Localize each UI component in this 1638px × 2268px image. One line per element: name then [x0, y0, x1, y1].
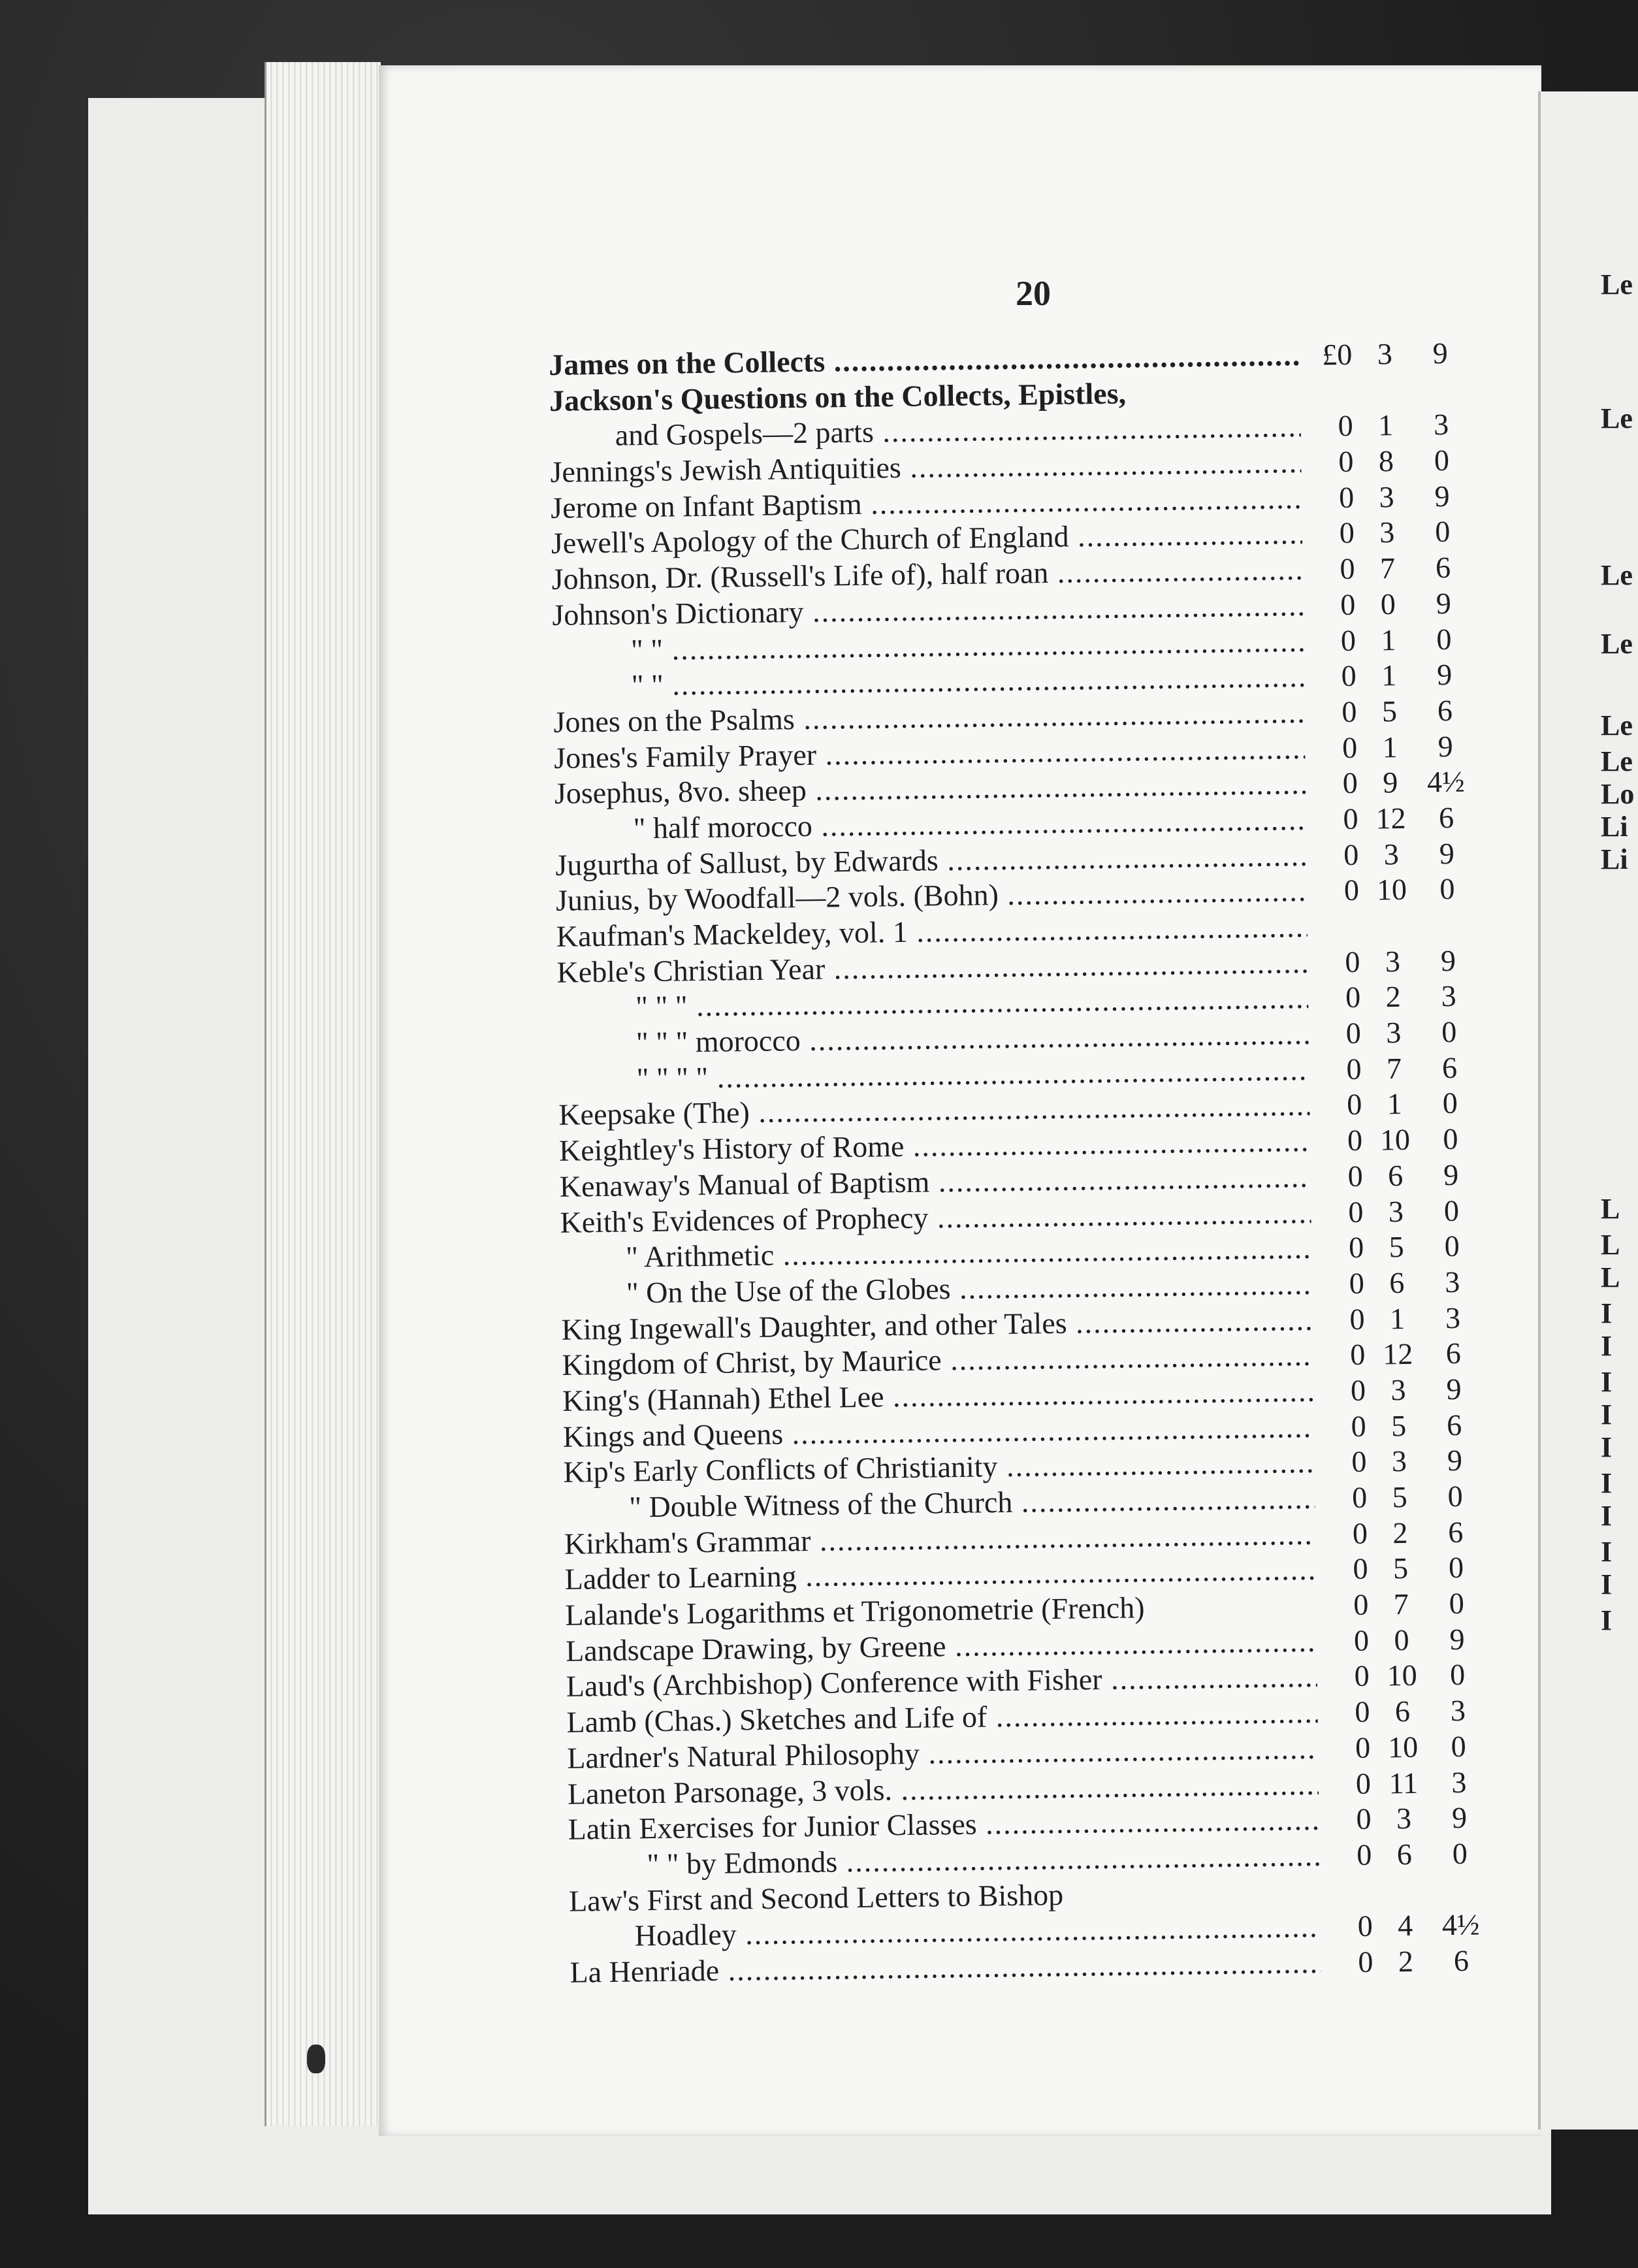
price	[1323, 1371, 1487, 1409]
price-pence	[1418, 371, 1464, 372]
price-pounds: 0	[1347, 1159, 1364, 1193]
price-pence: 4½	[1426, 764, 1465, 799]
price-pence: 3	[1445, 1265, 1460, 1299]
price-shillings: 1	[1387, 1087, 1403, 1121]
price	[1315, 764, 1479, 802]
price-pounds: 0	[1339, 516, 1355, 550]
price-pence: 0	[1447, 1479, 1463, 1514]
price-shillings: 7	[1393, 1587, 1409, 1621]
price-shillings: 3	[1383, 837, 1400, 871]
book-title: Jewell's Apology of the Church of England .....	[551, 516, 1303, 562]
price-pounds: 0	[1342, 766, 1358, 800]
facing-page-fragment: I	[1601, 1568, 1613, 1600]
page-stack-edge	[265, 62, 381, 2126]
price-shillings: 3	[1385, 944, 1401, 978]
facing-page-fragment: Li	[1601, 843, 1628, 875]
price	[1311, 514, 1475, 552]
price-pence: 6	[1453, 1943, 1469, 1978]
book-title: Ladder to Learning .....	[564, 1552, 1316, 1598]
price	[1315, 728, 1479, 766]
price-pence: 6	[1446, 1408, 1462, 1442]
price-shillings: 12	[1375, 801, 1406, 835]
price-pounds: 0	[1352, 1516, 1368, 1550]
ink-blot	[307, 2045, 325, 2073]
price-pence: 0	[1444, 1229, 1460, 1263]
book-title: Law's First and Second Letters to Bishop	[568, 1877, 1064, 1918]
price-pence: 0	[1434, 515, 1451, 549]
price-shillings: 5	[1389, 1230, 1404, 1264]
price-pounds: 0	[1341, 730, 1358, 764]
price-pence: 0	[1443, 1122, 1458, 1156]
book-title: Lamb (Chas.) Sketches and Life of .....	[566, 1695, 1318, 1741]
price-shillings: 3	[1391, 1444, 1407, 1478]
price-shillings: 11	[1389, 1766, 1419, 1800]
price-pounds: £0	[1321, 337, 1353, 372]
price-pounds: 0	[1350, 1373, 1366, 1407]
book-title: " " .....	[553, 659, 1304, 705]
facing-page-fragment: Le	[1601, 559, 1633, 591]
price-shillings: 10	[1376, 873, 1407, 907]
book-title: Kip's Early Conflicts of Christianity .....	[563, 1445, 1315, 1491]
price-pence: 3	[1445, 1301, 1461, 1335]
price-shillings: 5	[1392, 1551, 1409, 1585]
price-pence: 3	[1450, 1693, 1466, 1728]
price-pence: 6	[1437, 693, 1453, 728]
price	[1328, 1764, 1492, 1802]
price	[1317, 907, 1481, 945]
price-pounds: 0	[1353, 1587, 1369, 1622]
price-shillings: 3	[1377, 337, 1393, 371]
price-pounds: 0	[1357, 1909, 1373, 1943]
price-pence: 9	[1439, 836, 1455, 870]
book-title: Junius, by Woodfall—2 vols. (Bohn) .....	[556, 873, 1308, 919]
price-pence: 0	[1449, 1586, 1465, 1621]
book-title: Keble's Christian Year .....	[556, 945, 1308, 991]
price-shillings	[1382, 1872, 1428, 1873]
book-title: Kings and Queens .....	[562, 1409, 1314, 1455]
price-pounds: 0	[1353, 1623, 1370, 1657]
price-pounds: 0	[1340, 551, 1355, 586]
price	[1320, 1122, 1484, 1159]
price-shillings: 1	[1382, 730, 1398, 764]
price-pence: 0	[1449, 1658, 1466, 1692]
price-shillings: 6	[1387, 1158, 1404, 1193]
price-shillings: 3	[1396, 1802, 1412, 1836]
price	[1323, 1336, 1486, 1374]
price	[1324, 1443, 1488, 1481]
price-pence: 0	[1448, 1551, 1464, 1585]
price	[1321, 1193, 1485, 1231]
price-pounds: 0	[1340, 587, 1356, 621]
facing-page-fragment: I	[1601, 1604, 1613, 1636]
facing-page-fragment: Lo	[1601, 778, 1635, 810]
price-pence: 0	[1443, 1193, 1460, 1227]
price-pence: 3	[1441, 979, 1456, 1013]
price-pounds: 0	[1349, 1302, 1365, 1336]
price-pounds: 0	[1346, 1052, 1362, 1086]
price-pence: 9	[1451, 1800, 1468, 1835]
price-shillings: 6	[1394, 1694, 1411, 1728]
price	[1326, 1585, 1490, 1623]
facing-page-fragment: L	[1601, 1193, 1620, 1225]
book-title: " " " .....	[557, 980, 1309, 1026]
price-pounds: 0	[1358, 1945, 1373, 1979]
book-title: Keepsake (The) .....	[558, 1088, 1310, 1133]
price-shillings: 3	[1379, 515, 1395, 549]
price-pounds: 0	[1341, 659, 1357, 693]
price-pounds: 0	[1343, 837, 1359, 871]
price-pence: 0	[1436, 622, 1452, 656]
book-title: Johnson, Dr. (Russell's Life of), half roan .....	[551, 552, 1303, 598]
price-pounds: 0	[1349, 1266, 1365, 1300]
price	[1318, 979, 1482, 1016]
price-pounds: 0	[1338, 409, 1354, 443]
price-pence: 9	[1446, 1372, 1462, 1406]
price-pounds: 0	[1355, 1766, 1372, 1800]
book-title: " On the Use of the Globes .....	[561, 1267, 1313, 1312]
price-pence: 9	[1437, 729, 1453, 763]
facing-page-fragment: Le	[1601, 268, 1633, 300]
book-title: " Arithmetic .....	[560, 1231, 1312, 1276]
price-shillings: 1	[1389, 1301, 1405, 1335]
price-pence: 6	[1448, 1515, 1464, 1549]
price	[1330, 1943, 1494, 1981]
price	[1328, 1728, 1492, 1766]
price	[1319, 1086, 1483, 1124]
price-shillings: 12	[1382, 1337, 1413, 1371]
price-shillings: 5	[1381, 694, 1398, 728]
price-pounds: 0	[1345, 1016, 1362, 1050]
price-pounds: 0	[1355, 1694, 1370, 1729]
book-title: Josephus, 8vo. sheep .....	[554, 766, 1306, 812]
price	[1329, 1836, 1493, 1873]
facing-page-fragment: I	[1601, 1536, 1613, 1568]
price-pounds: 0	[1345, 945, 1360, 979]
price-pence: 0	[1452, 1836, 1468, 1870]
price	[1322, 1264, 1486, 1302]
price-shillings: 10	[1379, 1122, 1411, 1157]
price-shillings: 7	[1386, 1051, 1402, 1086]
book-title: Lalande's Logarithms et Trigonometrie (French)	[565, 1591, 1145, 1632]
page-number: 20	[1016, 274, 1051, 313]
book-title: " " .....	[553, 623, 1304, 669]
price	[1321, 1229, 1485, 1267]
price-pounds: 0	[1355, 1730, 1371, 1764]
price	[1328, 1800, 1492, 1838]
book-title: Laud's (Archbishop) Conference with Fisher .....	[566, 1659, 1317, 1705]
book-title: " " by Edmonds .....	[568, 1838, 1320, 1884]
price	[1319, 1050, 1483, 1088]
price	[1313, 657, 1477, 695]
book-title: Kingdom of Christ, by Maurice .....	[562, 1338, 1313, 1384]
price	[1311, 478, 1475, 516]
price-pence: 9	[1443, 1158, 1459, 1191]
price	[1313, 621, 1477, 659]
price-pence: 0	[1441, 1014, 1457, 1049]
price-pence: 6	[1441, 1050, 1458, 1084]
price	[1317, 871, 1481, 909]
price-pounds: 0	[1348, 1195, 1364, 1229]
price	[1310, 407, 1474, 445]
facing-page-fragment: I	[1601, 1366, 1613, 1398]
price	[1316, 835, 1480, 873]
price	[1326, 1621, 1490, 1659]
price-pence: 4½	[1441, 1907, 1480, 1942]
price-pence: 9	[1447, 1444, 1463, 1478]
price-shillings	[1369, 908, 1415, 909]
facing-page-fragment: Le	[1601, 745, 1633, 777]
price-pence: 9	[1440, 943, 1456, 977]
facing-page-fragment: L	[1601, 1261, 1620, 1293]
facing-page-fragment: Li	[1601, 811, 1628, 843]
price	[1313, 585, 1477, 623]
price	[1309, 335, 1473, 373]
book-title: Jones on the Psalms .....	[553, 695, 1305, 741]
price-pounds: 0	[1343, 802, 1358, 836]
price	[1330, 1871, 1494, 1909]
price	[1325, 1478, 1488, 1516]
price-pence: 9	[1449, 1622, 1465, 1656]
book-title: Jerome on Infant Baptism .....	[551, 481, 1302, 526]
book-title: Landscape Drawing, by Greene .....	[566, 1624, 1317, 1670]
price	[1327, 1693, 1491, 1730]
price-shillings: 8	[1378, 444, 1394, 478]
price-pence	[1437, 1871, 1483, 1872]
book-title: Latin Exercises for Junior Classes .....	[568, 1802, 1319, 1848]
price-shillings: 1	[1381, 623, 1396, 656]
price-shillings: 5	[1392, 1480, 1407, 1514]
book-title: Kaufman's Mackeldey, vol. 1 .....	[556, 909, 1308, 955]
price-shillings: 9	[1382, 766, 1398, 800]
book-title: Hoadley .....	[569, 1909, 1321, 1955]
price-shillings: 10	[1387, 1659, 1418, 1693]
price-pence: 3	[1433, 408, 1449, 442]
price-pounds: 0	[1338, 480, 1355, 514]
price-pounds: 0	[1351, 1445, 1367, 1479]
price-pence: 9	[1434, 479, 1450, 513]
price-shillings: 3	[1388, 1194, 1404, 1228]
price-pounds	[1310, 373, 1353, 374]
price-pence: 6	[1445, 1336, 1462, 1370]
book-title: Johnson's Dictionary .....	[552, 588, 1304, 634]
price-shillings: 2	[1392, 1515, 1408, 1549]
facing-page-fragment: L	[1601, 1229, 1620, 1261]
book-title: Jackson's Questions on the Collects, Epistles,	[549, 376, 1127, 417]
price-pounds: 0	[1345, 980, 1361, 1014]
facing-page-fragment: I	[1601, 1500, 1613, 1532]
facing-page-fragment: I	[1601, 1330, 1613, 1362]
facing-page-fragment: Le	[1601, 628, 1633, 660]
price	[1315, 800, 1479, 837]
price-pounds: 0	[1346, 1088, 1362, 1122]
price-pounds: 0	[1351, 1480, 1368, 1515]
price-pence: 9	[1436, 586, 1452, 621]
price-pence: 9	[1436, 658, 1453, 692]
book-title: Laneton Parsonage, 3 vols. .....	[568, 1766, 1319, 1812]
facing-page-fragment: Le	[1601, 402, 1633, 434]
book-title: James on the Collects .....	[549, 338, 1300, 383]
book-title: King's (Hannah) Ethel Lee .....	[562, 1374, 1314, 1419]
price	[1320, 1157, 1484, 1195]
book-title: Keith's Evidences of Prophecy .....	[560, 1195, 1311, 1240]
price-pounds: 0	[1351, 1409, 1367, 1443]
facing-page-fragment: I	[1601, 1431, 1613, 1463]
price	[1326, 1657, 1490, 1695]
book-title: King Ingewall's Daughter, and other Tales .....	[561, 1302, 1313, 1348]
price-shillings: 5	[1390, 1408, 1407, 1442]
book-title: Jones's Family Prayer .....	[554, 730, 1306, 776]
price-pounds: 0	[1347, 1123, 1363, 1158]
price-pence: 0	[1434, 444, 1450, 478]
price-pence: 9	[1432, 336, 1449, 370]
price-shillings: 0	[1394, 1623, 1409, 1657]
price	[1325, 1550, 1489, 1588]
price-shillings: 3	[1390, 1372, 1406, 1407]
price-shillings: 4	[1397, 1909, 1413, 1943]
book-title: Keightley's History of Rome .....	[559, 1124, 1311, 1169]
price-pounds: 0	[1356, 1802, 1372, 1836]
book-title: " " " " .....	[558, 1052, 1309, 1098]
price-shillings: 3	[1386, 1016, 1402, 1050]
price-pounds: 0	[1356, 1838, 1372, 1871]
book-title: La Henriade .....	[570, 1945, 1321, 1991]
book-title: " half morocco .....	[554, 802, 1306, 848]
price-pence	[1424, 907, 1470, 908]
price-pence: 3	[1451, 1765, 1467, 1799]
price-shillings: 6	[1396, 1837, 1413, 1871]
price-shillings: 10	[1387, 1730, 1419, 1764]
price	[1330, 1907, 1494, 1945]
book-title: and Gospels—2 parts .....	[549, 409, 1301, 455]
price-pounds: 0	[1340, 623, 1357, 657]
price	[1319, 1014, 1483, 1052]
price-pounds: 0	[1343, 873, 1360, 907]
book-title: Kenaway's Manual of Baptism .....	[559, 1159, 1311, 1205]
facing-page-fragment: I	[1601, 1467, 1613, 1499]
price-shillings: 1	[1377, 408, 1394, 442]
price	[1312, 550, 1476, 588]
book-title: Lardner's Natural Philosophy .....	[567, 1731, 1319, 1777]
price	[1317, 943, 1481, 980]
facing-page-fragment: I	[1601, 1297, 1613, 1329]
price-shillings: 2	[1385, 980, 1401, 1014]
price	[1323, 1407, 1487, 1445]
price	[1325, 1514, 1489, 1552]
price-pence: 0	[1451, 1729, 1466, 1763]
price-shillings: 6	[1389, 1265, 1405, 1300]
facing-page-edge	[1538, 91, 1638, 2130]
price	[1314, 692, 1478, 730]
price-pence: 6	[1438, 800, 1454, 835]
price-pounds: 0	[1341, 694, 1357, 729]
price-shillings: 1	[1381, 658, 1397, 692]
price-pounds: 0	[1353, 1552, 1368, 1586]
price-pence: 0	[1442, 1086, 1458, 1120]
price-shillings: 3	[1379, 479, 1394, 514]
book-price-list	[549, 335, 1498, 1990]
book-title: " " " morocco .....	[558, 1016, 1309, 1062]
price-pounds: 0	[1349, 1338, 1366, 1372]
price	[1310, 371, 1474, 409]
price-pounds: 0	[1354, 1659, 1370, 1693]
price-shillings: 2	[1398, 1944, 1414, 1979]
price-pence: 6	[1435, 551, 1451, 585]
price-pence: 0	[1439, 872, 1455, 906]
book-title: " Double Witness of the Church .....	[564, 1481, 1315, 1527]
price-pounds: 0	[1348, 1230, 1364, 1265]
book-title: Jugurtha of Sallust, by Edwards .....	[555, 838, 1307, 884]
facing-page-fragment: I	[1601, 1399, 1613, 1431]
book-title: Kirkham's Grammar .....	[564, 1516, 1316, 1562]
facing-page-fragment: Le	[1601, 709, 1633, 741]
price-shillings: 0	[1380, 587, 1396, 621]
price	[1322, 1300, 1486, 1338]
price-shillings: 7	[1379, 551, 1396, 585]
price	[1311, 443, 1475, 481]
book-title: Jennings's Jewish Antiquities .....	[550, 445, 1302, 491]
price-pounds: 0	[1338, 444, 1354, 479]
